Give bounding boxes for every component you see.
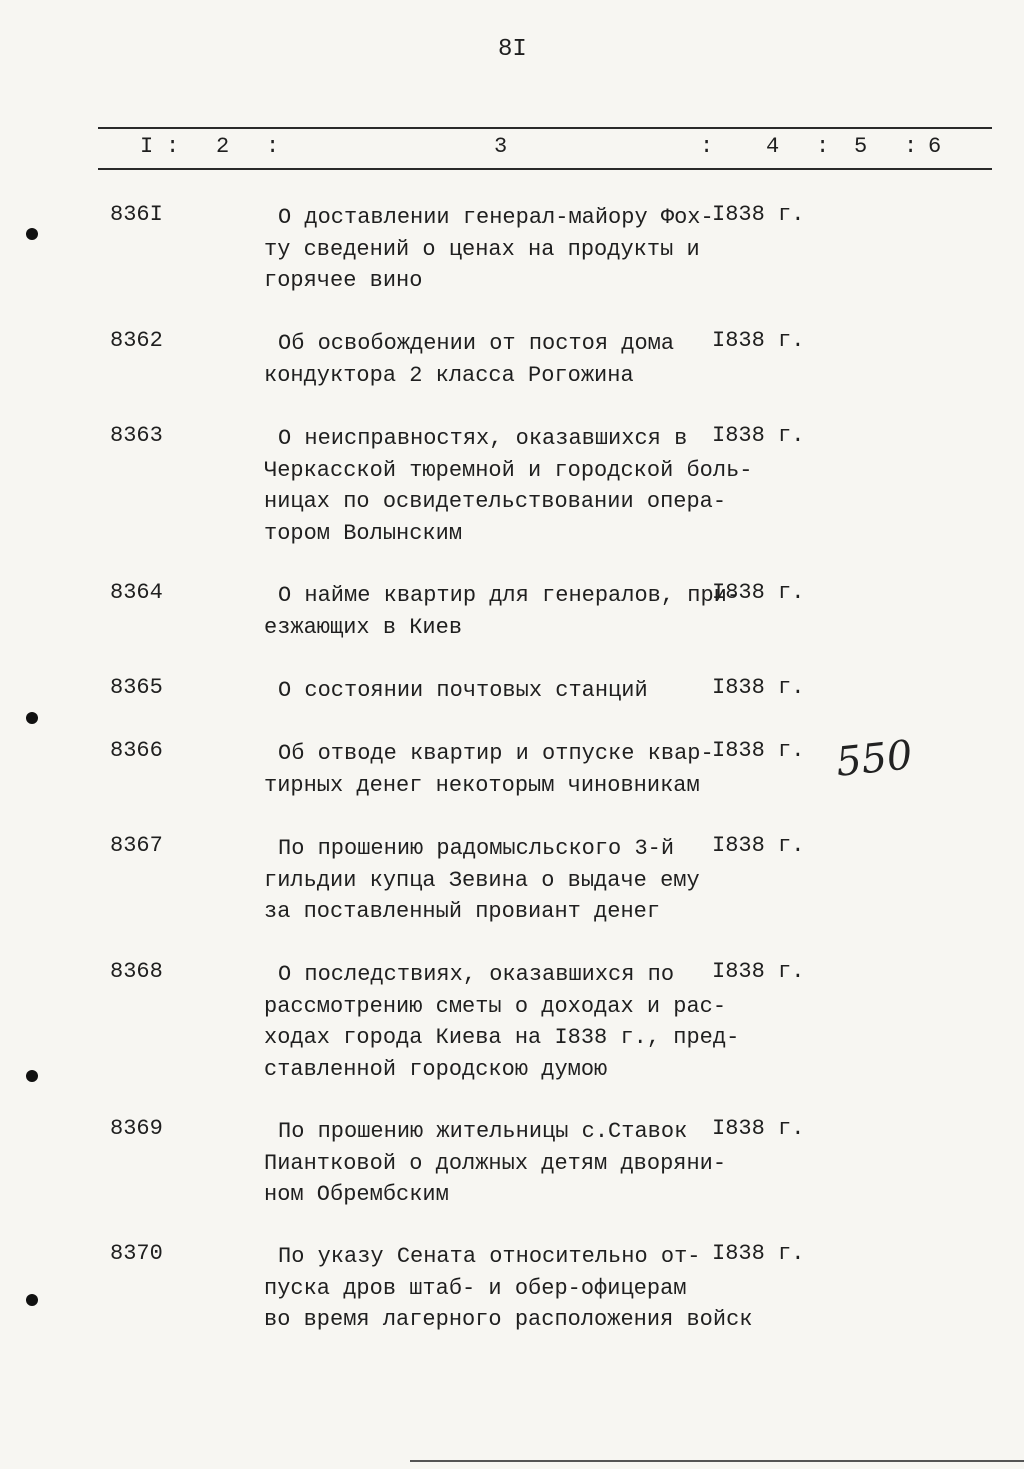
entry-title-line: за поставленный провиант денег [264, 899, 661, 924]
entry-title [264, 1116, 726, 1211]
entry-title-line: ставленной городскою думою [264, 1056, 608, 1082]
entry-title-line: во время лагерного расположения войск [264, 1307, 753, 1332]
entry-title [264, 202, 714, 297]
entry-title-line: ницах по освидетельствовании опера- [264, 489, 727, 514]
entry-number: 8369 [110, 1116, 163, 1141]
entry-title-line: Об освобождении от постоя дома [278, 331, 675, 356]
header-sep: : [266, 134, 280, 159]
entry-title-line: О состоянии почтовых станций [278, 678, 648, 703]
entry-number: 8362 [110, 328, 163, 353]
header-col-3: 3 [494, 134, 508, 159]
entry-year: I838 г. [712, 675, 805, 700]
entry-title [264, 738, 714, 801]
punch-hole-mark [26, 712, 38, 724]
entry-number: 8370 [110, 1241, 163, 1266]
entry-year: I838 г. [712, 423, 805, 448]
entry-title-line: ходах города Киева на I838 г., пред- [264, 1025, 740, 1050]
entry-title-line: Пиантковой о должных детям дворяни- [264, 1150, 727, 1176]
entry-title-line: горячее вино [264, 268, 423, 293]
entry-title-line: О доставлении генерал-майору Фох- [278, 205, 714, 230]
entry-year: I838 г. [712, 1241, 805, 1266]
entry-title [264, 423, 752, 549]
entry-title [264, 959, 739, 1085]
header-col-2: 2 [216, 134, 230, 159]
entry-title-line: рассмотрению сметы о доходах и рас- [264, 993, 727, 1019]
entry-title-line: О последствиях, оказавшихся по [278, 962, 675, 987]
entry-title-line: пуска дров штаб- и обер-офицерам [264, 1275, 687, 1301]
punch-hole-mark [26, 228, 38, 240]
header-bottom-rule [98, 168, 992, 170]
header-col-5: 5 [854, 134, 868, 159]
entry-title-line: кондуктора 2 класса Рогожина [264, 362, 634, 388]
header-col-4: 4 [766, 134, 780, 159]
entry-title-line: По прошению жительницы с.Ставок [278, 1119, 688, 1144]
entry-year: I838 г. [712, 1116, 805, 1141]
entry-number: 8366 [110, 738, 163, 763]
entry-title-line: тирных денег некоторым чиновникам [264, 772, 700, 798]
header-sep: : [166, 134, 180, 159]
scan-edge-line [410, 1460, 1024, 1462]
entry-title [264, 833, 700, 928]
entry-year: I838 г. [712, 738, 805, 763]
entry-title-line: тором Волынским [264, 520, 463, 546]
entry-number: 8367 [110, 833, 163, 858]
entry-year: I838 г. [712, 328, 805, 353]
entry-title-line: ту сведений о ценах на продукты и [264, 236, 700, 262]
entry-year: I838 г. [712, 202, 805, 227]
header-col-1: I [140, 134, 154, 159]
entry-number: 8364 [110, 580, 163, 605]
header-top-rule [98, 127, 992, 129]
entry-number: 8363 [110, 423, 163, 448]
punch-hole-mark [26, 1294, 38, 1306]
entry-number: 8368 [110, 959, 163, 984]
entry-year: I838 г. [712, 959, 805, 984]
entry-year: I838 г. [712, 580, 805, 605]
header-sep: : [700, 134, 714, 159]
entry-title-line: ном Обрембским [264, 1182, 449, 1207]
header-col-6: 6 [928, 134, 942, 159]
header-sep: : [816, 134, 830, 159]
entry-title [264, 580, 740, 643]
entry-year: I838 г. [712, 833, 805, 858]
entry-title-line: Черкасской тюремной и городской боль- [264, 457, 753, 483]
entry-title-line: езжающих в Киев [264, 614, 463, 640]
punch-hole-mark [26, 1070, 38, 1082]
entry-title [264, 1241, 752, 1336]
entry-title-line: По прошению радомысльского 3-й [278, 836, 675, 861]
entry-title-line: гильдии купца Зевина о выдаче ему [264, 867, 700, 893]
entry-title [264, 328, 674, 391]
entry-title-line: О неисправностях, оказавшихся в [278, 426, 688, 451]
header-sep: : [904, 134, 918, 159]
entry-number: 836I [110, 202, 163, 227]
handwritten-annotation: 550 [833, 732, 915, 786]
entry-number: 8365 [110, 675, 163, 700]
entry-title-line: О найме квартир для генералов, при- [278, 583, 741, 608]
entry-title [264, 675, 648, 707]
entry-title-line: По указу Сената относительно от- [278, 1244, 701, 1269]
entry-title-line: Об отводе квартир и отпуске квар- [278, 741, 714, 766]
page-number: 8I [498, 36, 527, 63]
